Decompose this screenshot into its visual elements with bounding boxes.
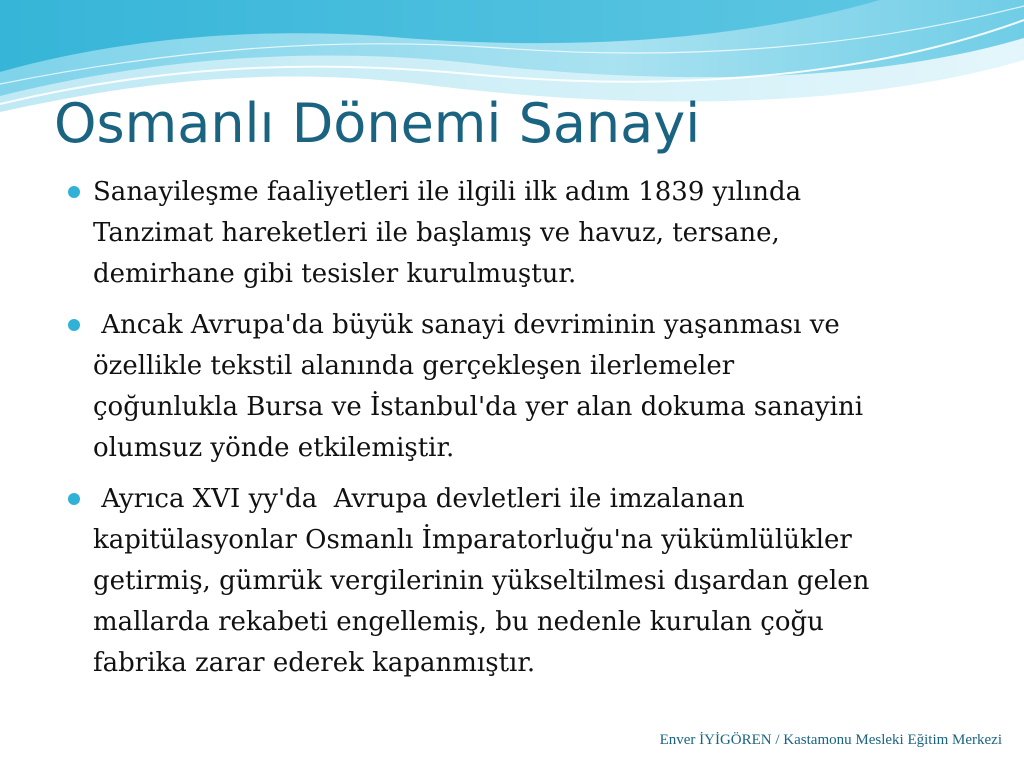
bullet-2-line-3: çoğunlukla Bursa ve İstanbul'da yer alan dokuma sanayini [93,392,864,422]
bullet-marker-icon [68,493,80,505]
bullet-item [64,479,964,684]
bullet-1-line-1: Sanayileşme faaliyetleri ile ilgili ilk adım 1839 yılında [93,177,802,207]
bullet-3-line-5: fabrika zarar ederek kapanmıştır. [93,648,536,678]
bullet-marker-icon [68,186,80,198]
footer-credit: Enver İYİGÖREN / Kastamonu Mesleki Eğitim Merkezi [659,732,1002,748]
bullet-1-line-2: Tanzimat hareketleri ile başlamış ve havuz, tersane, [93,218,780,248]
bullet-2-line-4: olumsuz yönde etkilemiştir. [93,433,455,463]
bullet-item [64,305,964,469]
bullet-marker-icon [68,319,80,331]
bullet-item [64,172,964,295]
bullet-3-line-2: kapitülasyonlar Osmanlı İmparatorluğu'na yükümlülükler [93,525,852,555]
bullet-2-line-2: özellikle tekstil alanında gerçekleşen ilerlemeler [93,351,735,381]
bullet-3-line-4: mallarda rekabeti engellemiş, bu nedenle kurulan çoğu [93,607,824,637]
bullet-3-line-3: getirmiş, gümrük vergilerinin yükseltilmesi dışardan gelen [93,566,870,596]
bullet-3-line-1: Ayrıca XVI yy'da Avrupa devletleri ile imzalanan [93,484,745,514]
bullet-2-line-1: Ancak Avrupa'da büyük sanayi devriminin yaşanması ve [93,310,840,340]
bullet-1-line-3: demirhane gibi tesisler kurulmuştur. [93,259,577,289]
slide-title: Osmanlı Dönemi Sanayi [54,92,701,155]
bullet-list [64,172,964,694]
